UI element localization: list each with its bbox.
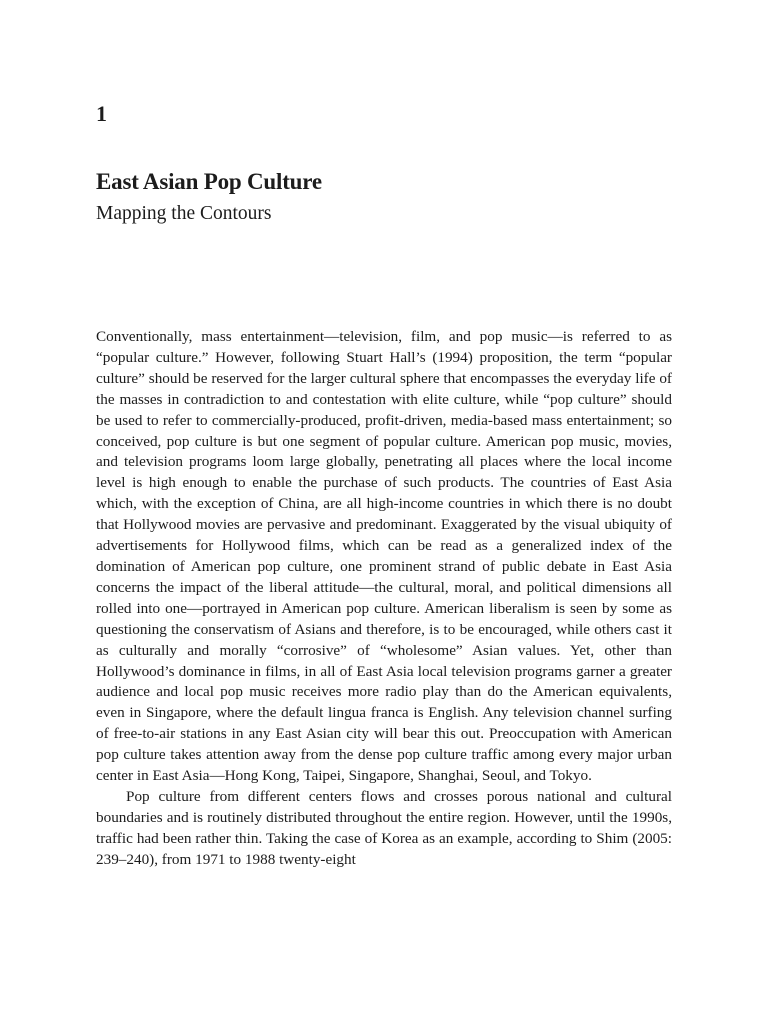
paragraph-1: Conventionally, mass entertainment—television, film, and pop music—is referred to as “popular culture.” However, following Stuart Hall’s (1994) proposition, the term “popular culture” should be reserved for the larger cultural sphere that encompasses the everyday life of the masses in contradiction to and contestation with elite culture, while “pop culture” should be used to refer to commercially-produced, profit-driven, media-based mass entertainment; so conceived, pop culture is but one segment of popular culture. American pop music, movies, and television programs loom large globally, penetrating all places where the local income level is high enough to enable the purchase of such products. The countries of East Asia which, with the exception of China, are all high-income countries in which there is no doubt that Hollywood movies are pervasive and predominant. Exaggerated by the visual ubiquity of advertisements for Hollywood films, which can be read as a generalized index of the domination of American pop culture, one prominent strand of public debate in East Asia concerns the impact of the liberal attitude—the cultural, moral, and political dimensions all rolled into one—portrayed in American pop culture. American liberalism is seen by some as questioning the conservatism of Asians and therefore, is to be encouraged, while others cast it as culturally and morally “corrosive” of “wholesome” Asian values. Yet, other than Hollywood’s dominance in films, in all of East Asia local television programs garner a greater audience and local pop music receives more radio play than do the American equivalents, even in Singapore, where the default lingua franca is English. Any television channel surfing of free-to-air stations in any East Asian city will bear this out. Preoccupation with American pop culture takes attention away from the dense pop culture traffic among every major urban center in East Asia—Hong Kong, Taipei, Singapore, Shanghai, Seoul, and Tokyo. — [96, 328, 672, 785]
chapter-subtitle: Mapping the Contours — [96, 203, 272, 224]
book-page — [96, 0, 672, 1024]
chapter-number: 1 — [96, 101, 107, 126]
chapter-body — [96, 327, 672, 871]
chapter-title: East Asian Pop Culture — [96, 169, 322, 194]
paragraph-2: Pop culture from different centers flows and crosses porous national and cultural boundaries and is routinely distributed throughout the entire region. However, until the 1990s, traffic had been rather thin. Taking the case of Korea as an example, according to Shim (2005: 239–240), from 1971 to 1988 twenty-eight — [96, 787, 672, 868]
